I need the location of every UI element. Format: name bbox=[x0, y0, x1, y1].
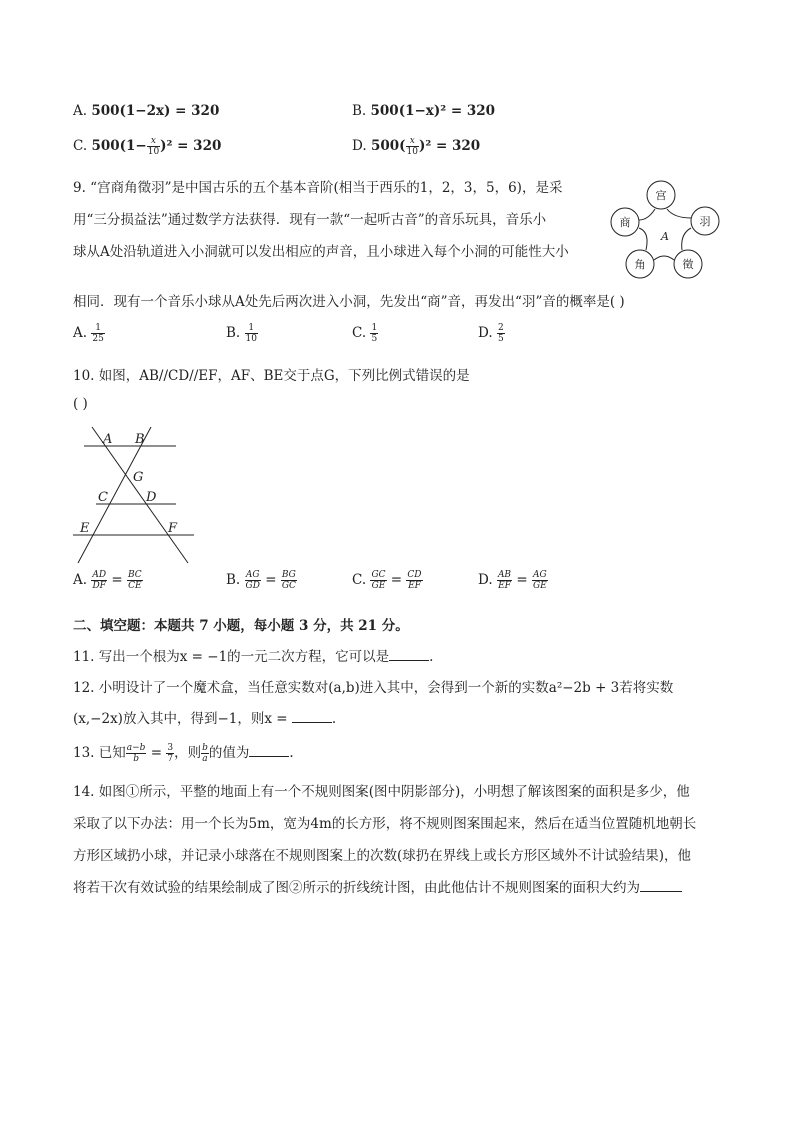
q8-option-a: A. 500(1−2x) = 320 bbox=[73, 103, 220, 119]
q12-line-2: (x,−2x)放入其中，得到−1，则x = . bbox=[73, 711, 337, 727]
music-toy-diagram bbox=[608, 178, 726, 282]
section-2-heading: 二、填空题：本题共 7 小题，每小题 3 分，共 21 分。 bbox=[73, 618, 409, 634]
q14-answer-blank[interactable] bbox=[640, 879, 682, 892]
q13: 13. 已知 $\frac{a-b}{b}$ = $\frac{3}{7}$ ，则 $\frac{b}{a}$ 的值为 . bbox=[73, 743, 294, 764]
q10-option-a: A. $\frac{AD}{DF}$ = $\frac{BC}{CE}$ bbox=[73, 570, 142, 591]
q8-option-d: D. 500( $\frac{x}{10}$ )² = 320 bbox=[352, 136, 481, 157]
q12-line-1: 12. 小明设计了一个魔术盒，当任意实数对(a,b)进入其中，会得到一个新的实数a²−2b + 3若将实数 bbox=[73, 680, 674, 696]
q10-line-1: 10. 如图，AB//CD//EF，AF、BE交于点G，下列比例式错误的是 bbox=[73, 368, 470, 384]
q10-figure bbox=[68, 425, 198, 571]
point-e: E bbox=[80, 521, 90, 536]
q9-line-1: 9. “宫商角徵羽”是中国古乐的五个基本音阶(相当于西乐的1，2，3，5，6)，是采 bbox=[73, 180, 563, 196]
label-zhi: 徵 bbox=[682, 258, 694, 271]
point-b: B bbox=[135, 432, 145, 447]
q14-line-2: 采取了以下办法：用一个长为5m，宽为4m的长方形，将不规则图案围起来，然后在适当位置随机地朝长 bbox=[73, 816, 697, 832]
q8-option-c: C. 500(1− $\frac{x}{10}$ )² = 320 bbox=[73, 136, 222, 157]
label-gong: 宫 bbox=[655, 189, 667, 202]
q9-option-d: D. $\frac{2}{5}$ bbox=[478, 323, 504, 344]
q12-answer-blank[interactable] bbox=[292, 710, 332, 723]
q13-answer-blank[interactable] bbox=[249, 744, 289, 757]
q9-line-4: 相同．现有一个音乐小球从A处先后两次进入小洞，先发出“商”音，再发出“羽”音的概率是( ) bbox=[73, 294, 625, 310]
q8-option-b: B. 500(1−x)² = 320 bbox=[352, 103, 496, 119]
label-shang: 商 bbox=[619, 216, 631, 229]
q10-option-b: B. $\frac{AG}{GD}$ = $\frac{BG}{GC}$ bbox=[226, 570, 296, 591]
point-g: G bbox=[133, 470, 144, 485]
q11-answer-blank[interactable] bbox=[389, 648, 429, 661]
q9-option-c: C. $\frac{1}{5}$ bbox=[352, 323, 378, 344]
q14-line-3: 方形区域扔小球，并记录小球落在不规则图案上的次数(球扔在界线上或长方形区域外不计试验结果)，他 bbox=[73, 848, 692, 864]
q10-option-d: D. $\frac{AB}{EF}$ = $\frac{AG}{GE}$ bbox=[478, 570, 547, 591]
point-d: D bbox=[146, 490, 157, 505]
label-a-center: A bbox=[661, 230, 669, 243]
q9-option-a: A. $\frac{1}{25}$ bbox=[73, 323, 104, 344]
q14-line-1: 14. 如图①所示，平整的地面上有一个不规则图案(图中阴影部分)，小明想了解该图案的面积是多少，他 bbox=[73, 784, 690, 800]
point-a: A bbox=[103, 432, 113, 447]
q9-option-b: B. $\frac{1}{10}$ bbox=[226, 323, 257, 344]
q14-line-4: 将若干次有效试验的结果绘制成了图②所示的折线统计图，由此他估计不规则图案的面积大约为 bbox=[73, 876, 682, 896]
point-f: F bbox=[168, 521, 178, 536]
q10-option-c: C. $\frac{GC}{GE}$ = $\frac{CD}{EF}$ bbox=[352, 570, 422, 591]
label-yu: 羽 bbox=[699, 215, 711, 228]
q9-line-2: 用“三分损益法”通过数学方法获得．现有一款“一起听古音”的音乐玩具，音乐小 bbox=[73, 212, 547, 228]
q10-line-2: ( ) bbox=[73, 396, 88, 412]
label-jue: 角 bbox=[634, 258, 646, 271]
q9-line-3: 球从A处沿轨道进入小洞就可以发出相应的声音，且小球进入每个小洞的可能性大小 bbox=[73, 244, 569, 260]
q11: 11. 写出一个根为x = −1的一元二次方程，它可以是 . bbox=[73, 649, 434, 665]
point-c: C bbox=[98, 490, 108, 505]
